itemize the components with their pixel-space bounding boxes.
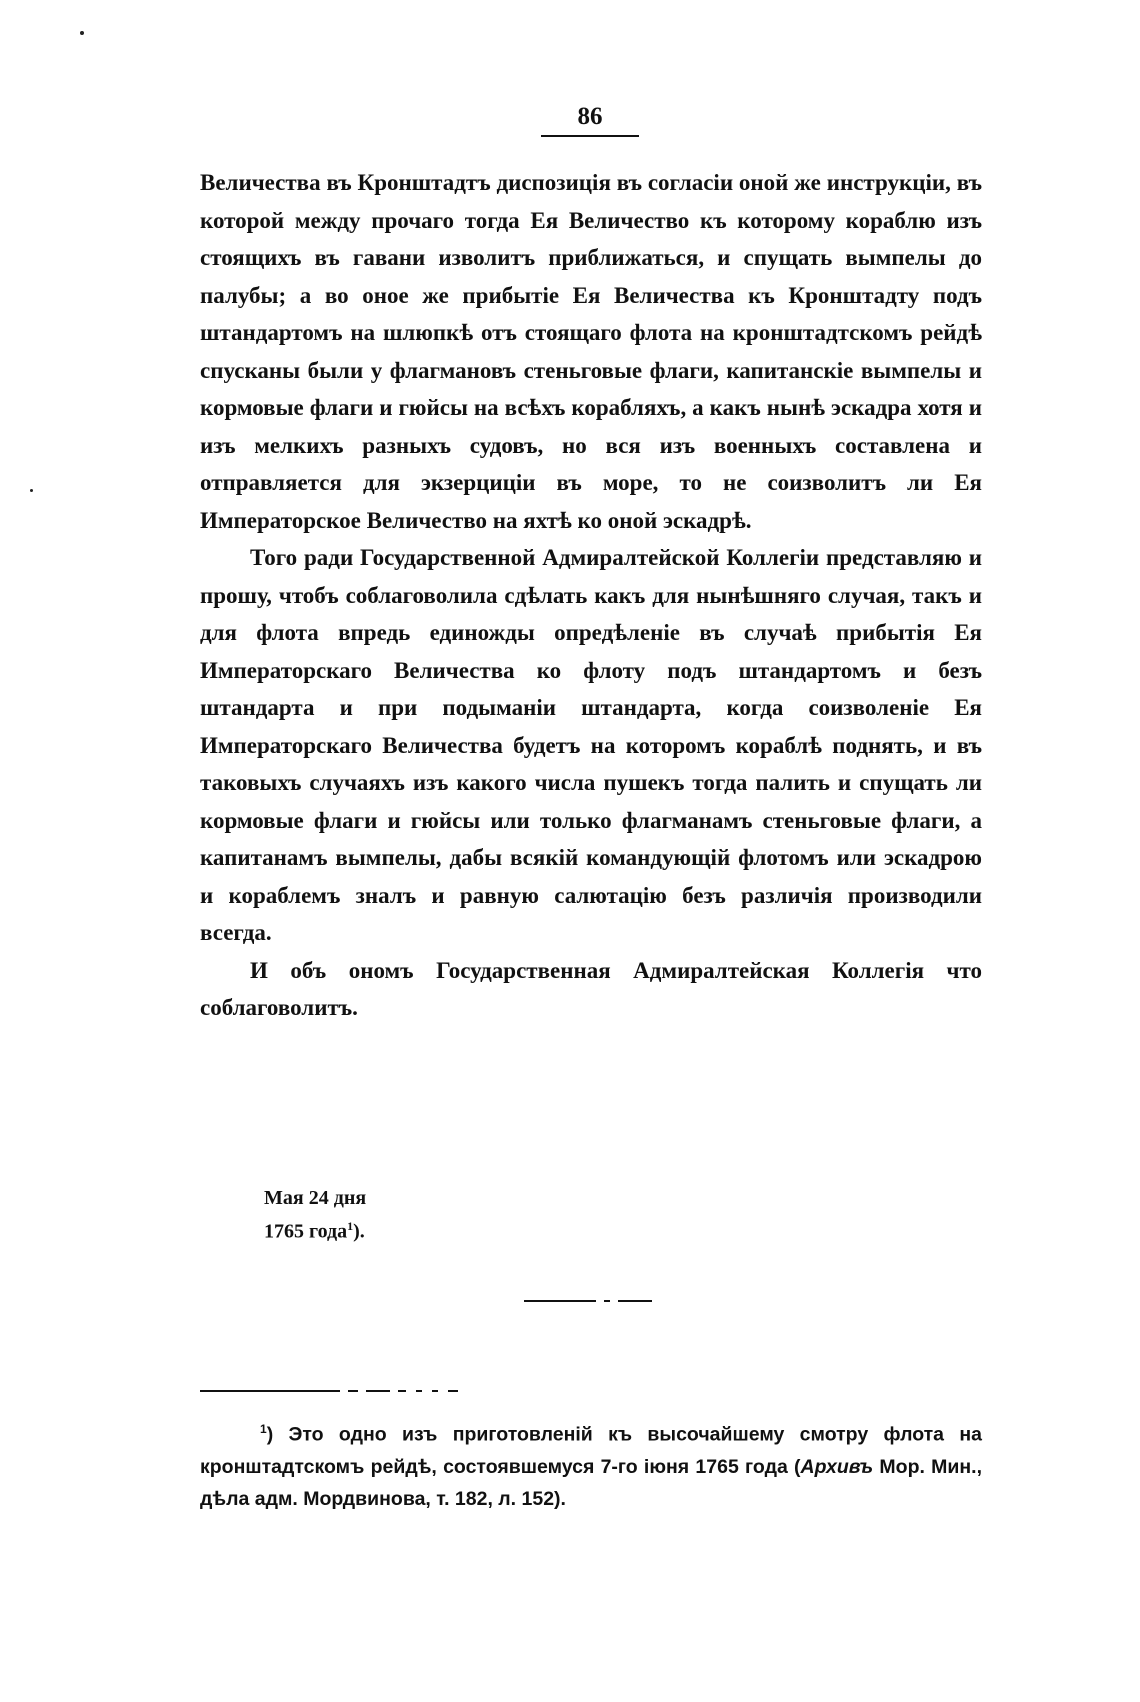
paragraph-3: И объ ономъ Государственная Адмиралтейская Коллегія что соблаговолитъ. bbox=[200, 957, 982, 1020]
section-end-rule bbox=[524, 1300, 652, 1302]
date-line-2 bbox=[264, 1212, 366, 1246]
scan-speck bbox=[30, 489, 33, 492]
scan-speck bbox=[80, 31, 84, 35]
footnote-text-end: Мор. Мин., дѣла адм. Мордвинова, т. 182, л. 152). bbox=[200, 1455, 982, 1510]
footnote-reference: 1 bbox=[347, 1219, 354, 1233]
page-number-underline bbox=[541, 135, 639, 137]
footnote-paren: ) bbox=[266, 1423, 274, 1446]
footnote-text: Это одно изъ приготовленій къ высочайшему смотру флота на кронштадтскомъ рейдѣ, состоявшемуся 7-го іюня 1765 года ( bbox=[200, 1423, 982, 1478]
date-year: 1765 года bbox=[264, 1220, 348, 1243]
date-block bbox=[264, 1184, 366, 1246]
date-line-1: Мая 24 дня bbox=[264, 1187, 367, 1209]
date-closing: ). bbox=[353, 1220, 365, 1243]
page-number: 86 bbox=[577, 103, 603, 130]
footnote-marker: 1 bbox=[260, 1422, 267, 1436]
footnote-separator bbox=[200, 1390, 458, 1392]
body-text bbox=[200, 164, 982, 1027]
paragraph-2: Того ради Государственной Адмиралтейской Коллегіи представляю и прошу, чтобъ соблаговолила сдѣлать какъ для нынѣшняго случая, такъ и для флота впредь единожды опредѣленіе въ случаѣ прибытія Ея Императорскаго Величества ко флоту подъ штандартомъ и безъ штандарта и при подыманіи штандарта, когда соизволеніе Ея Императорскаго Величества будетъ на которомъ кораблѣ поднять, и въ таковыхъ случаяхъ изъ какого числа пушекъ тогда палить и спущать ли кормовые флаги и гюйсы или только флагманамъ стеньговые флаги, а капитанамъ вымпелы, дабы всякій командующій флотомъ или эскадрою и кораблемъ зналъ и равную салютацію безъ различія производили всегда. bbox=[200, 545, 982, 945]
footnote-source: Архивъ bbox=[800, 1455, 874, 1478]
paragraph-1: Величества въ Кронштадтъ диспозиція въ согласіи оной же инструкціи, въ которой между прочаго тогда Ея Величество къ которому кораблю изъ стоящихъ въ гавани изволитъ приближаться, и спущать вымпелы до палубы; а во оное же прибытіе Ея Величества къ Кронштадту подъ штандартомъ на шлюпкѣ отъ стоящаго флота на кронштадтскомъ рейдѣ спусканы были у флагмановъ стеньговые флаги, капитанскіе вымпелы и кормовые флаги и гюйсы на всѣхъ корабляхъ, а какъ нынѣ эскадра хотя и изъ мелкихъ разныхъ судовъ, но вся изъ военныхъ составлена и отправляется для экзерциціи въ море, то не соизволитъ ли Ея Императорское Величество на яхтѣ ко оной эскадрѣ. bbox=[200, 170, 982, 533]
footnote bbox=[200, 1413, 982, 1515]
